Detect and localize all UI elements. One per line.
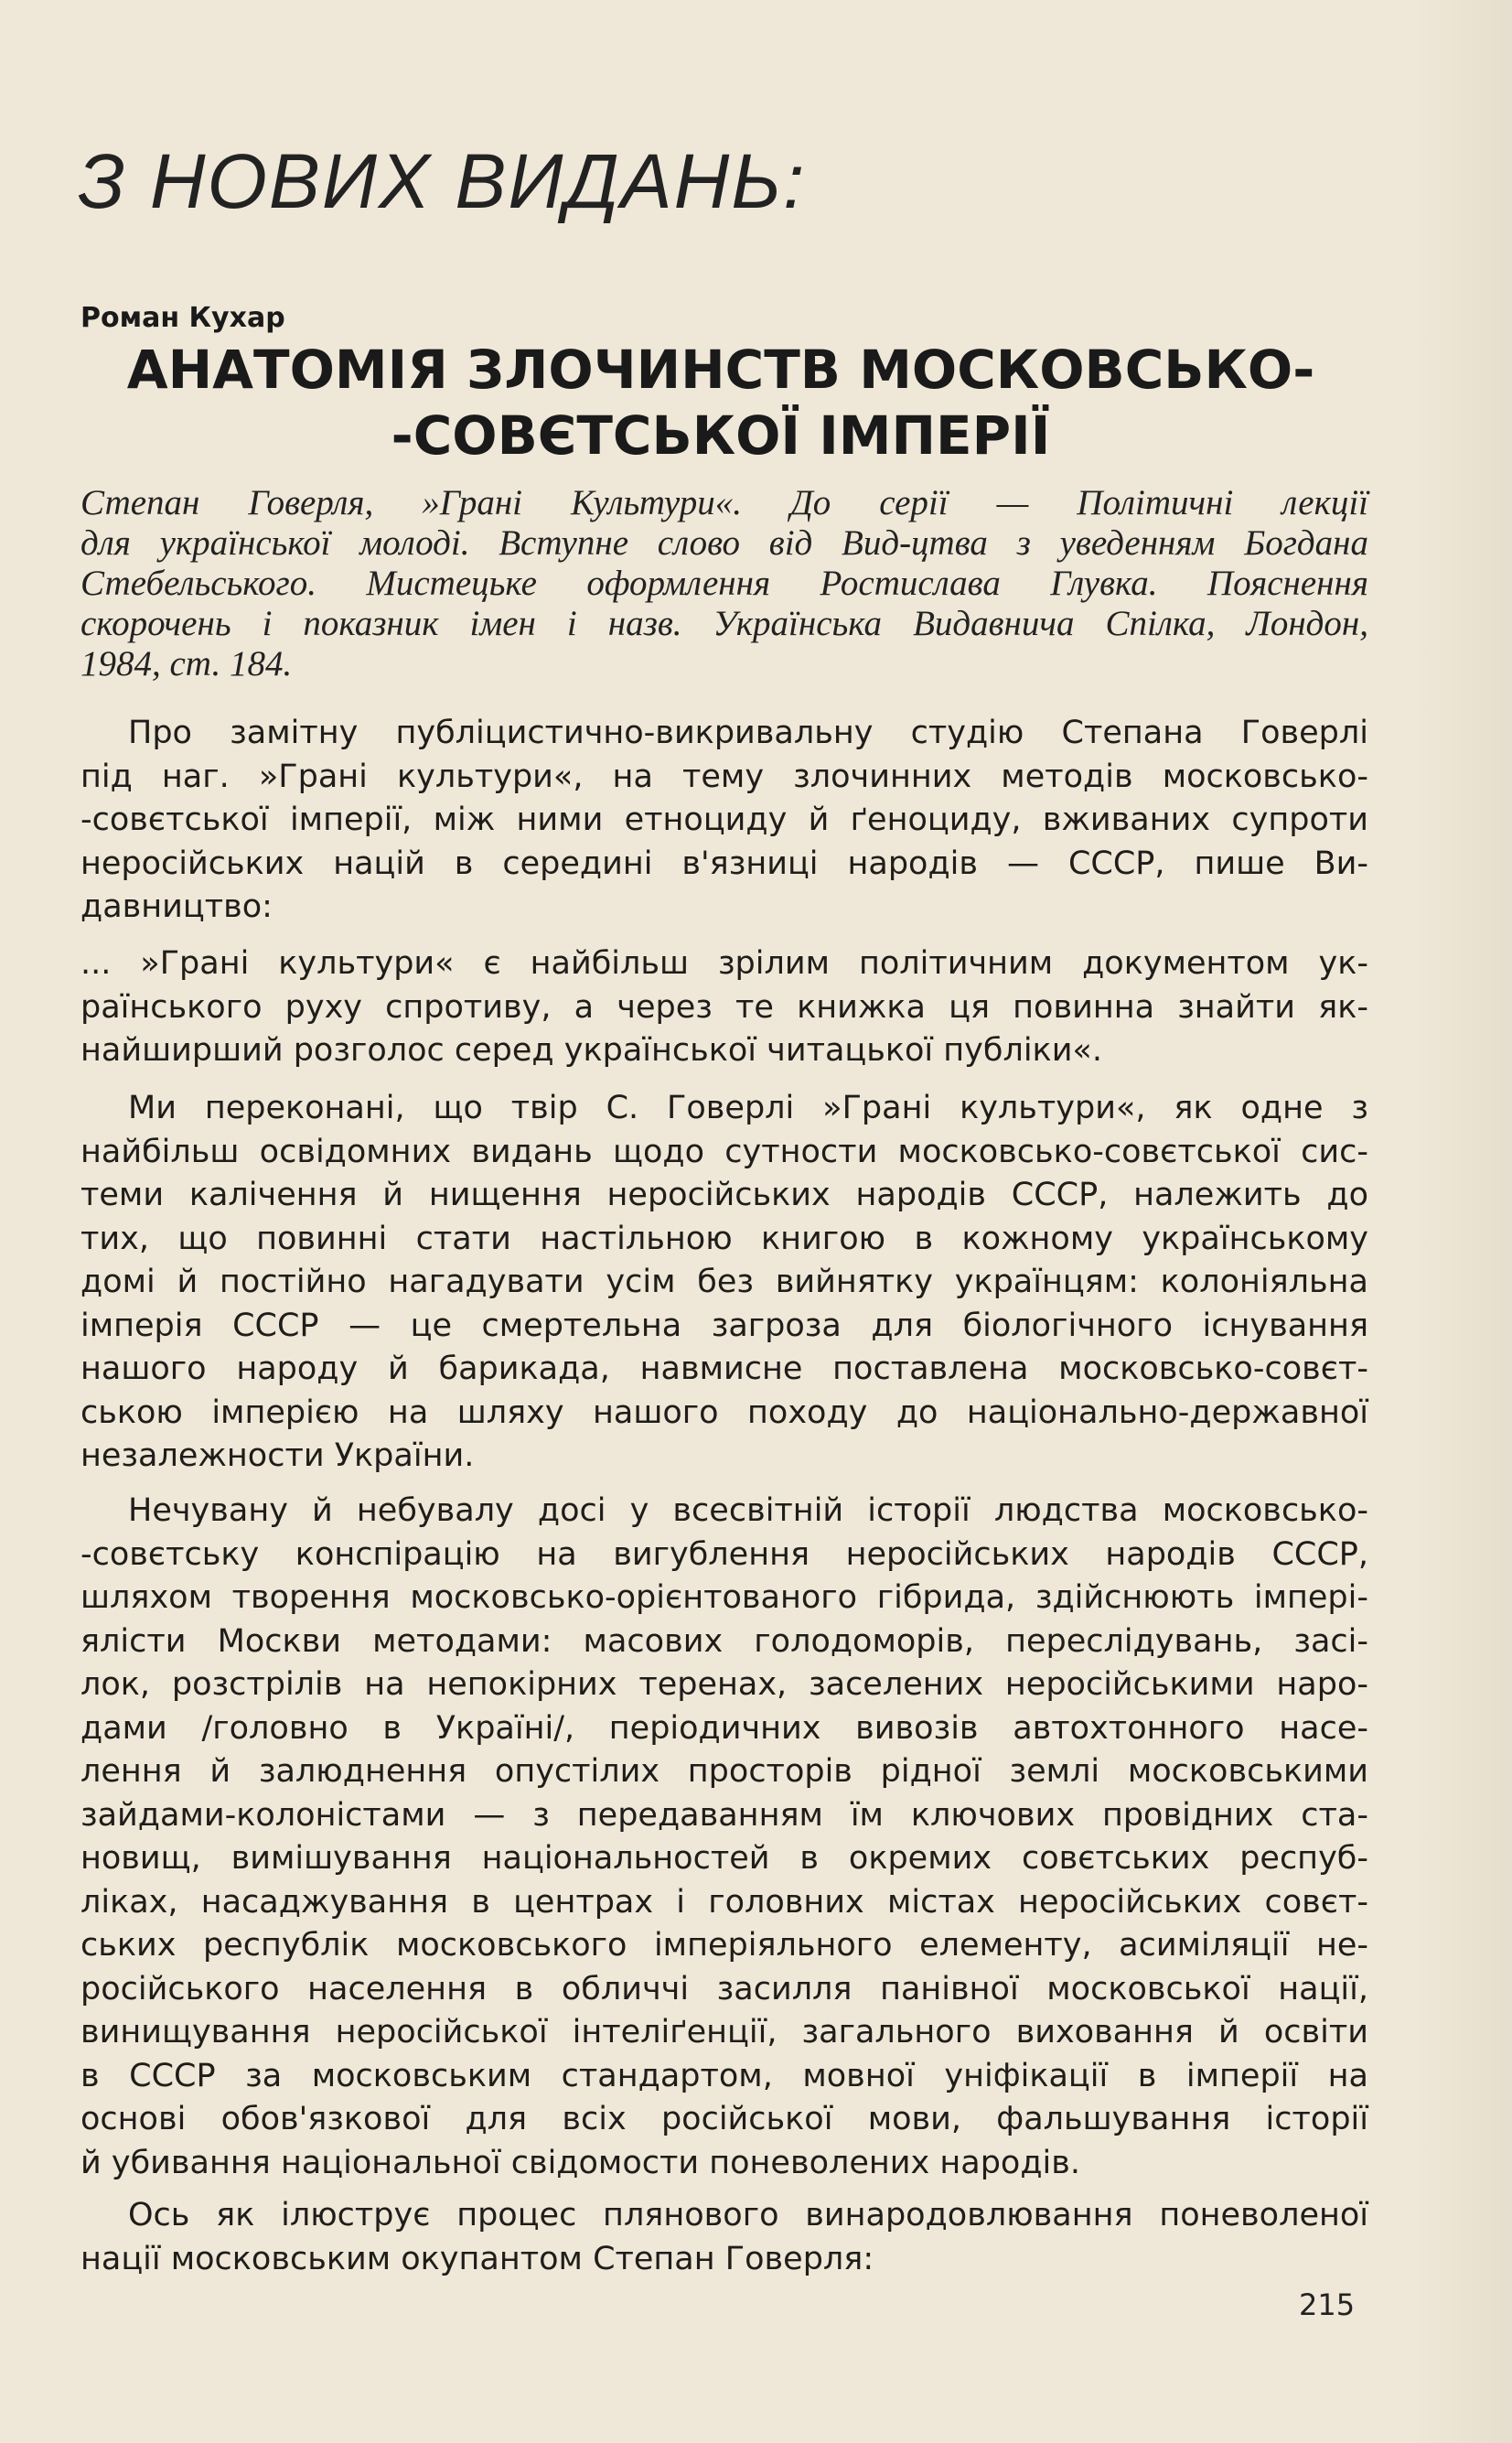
text-line: основі обов'язкової для всіх російської мови, фальшування історії — [80, 2101, 1368, 2137]
text-line: -совєтську конспірацію на вигублення неросійських народів СССР, — [80, 1535, 1368, 1573]
article-title — [80, 337, 1361, 468]
text-line: й убивання національної свідомости поневолених народів. — [80, 2144, 1080, 2181]
article-title-line: -СОВЄТСЬКОЇ ІМПЕРІЇ — [391, 404, 1051, 467]
text-line: домі й постійно нагадувати усім без вийнятку українцям: колоніяльна — [80, 1264, 1368, 1300]
text-line: нації московським окупантом Степан Говерля: — [80, 2240, 874, 2277]
paragraph-illustration — [80, 2194, 1368, 2281]
paragraph-quote — [80, 942, 1368, 1073]
text-line: зайдами-колоністами — з передаванням їм ключових провідних ста- — [80, 1796, 1368, 1834]
text-line: раїнського руху спротиву, а через те книжка ця повинна знайти як- — [80, 988, 1368, 1026]
text-line: давництво: — [80, 888, 273, 925]
text-line: ялісти Москви методами: масових голодоморів, переслідувань, засі- — [80, 1622, 1368, 1660]
text-line: найширший розголос серед української читацької публіки«. — [80, 1032, 1102, 1069]
text-line: в СССР за московським стандартом, мовної уніфікації в імперії на — [80, 2057, 1368, 2094]
text-line: ... »Грані культури« є найбільш зрілим політичним документом ук- — [80, 945, 1368, 982]
text-line: незалежности України. — [80, 1437, 475, 1474]
text-line: Про замітну публіцистично-викривальну студію Степана Говерлі — [128, 715, 1368, 751]
bibliography-line: для української молоді. Вступне слово від Вид-цтва з уведенням Богдана — [80, 523, 1368, 563]
text-line: -совєтської імперії, між ними етноциду й ґеноциду, вживаних супроти — [80, 802, 1368, 838]
article-title-line: АНАТОМІЯ ЗЛОЧИНСТВ МОСКОВСЬКО- — [126, 339, 1315, 401]
text-line: найбільш освідомних видань щодо сутности московсько-совєтської сис- — [80, 1133, 1368, 1170]
page-number: 215 — [1299, 2287, 1356, 2322]
text-line: новищ, вимішування національностей в окремих совєтських респуб- — [80, 1840, 1368, 1877]
paragraph-methods — [80, 1490, 1368, 2185]
text-line: неросійських націй в середині в'язниці народів — СССР, пише Ви- — [80, 845, 1368, 882]
text-line: під наг. »Грані культури«, на тему злочинних методів московсько- — [80, 758, 1368, 795]
text-line: Ось як ілюструє процес плянового винародовлювання поневоленої — [128, 2197, 1368, 2233]
paragraph-intro — [80, 712, 1368, 930]
text-line: ських республік московського імперіяльного елементу, асиміляції не- — [80, 1927, 1368, 1964]
text-line: ською імперією на шляху нашого походу до національно-державної — [80, 1394, 1368, 1431]
bibliography-line: Степан Говерля, »Грані Культури«. До серії — Політичні лекції — [80, 483, 1368, 522]
page-edge-shade — [1411, 0, 1512, 2443]
bibliography-line: Стебельського. Мистецьке оформлення Ростислава Глувка. Пояснення — [80, 564, 1368, 603]
text-line: тих, що повинні стати настільною книгою в кожному українському — [80, 1220, 1368, 1257]
text-line: теми калічення й нищення неросійських народів СССР, належить до — [80, 1177, 1368, 1213]
bibliography-line: скорочень і показник імен і назв. Українська Видавнича Спілка, Лондон, — [80, 604, 1368, 643]
text-line: Нечувану й небувалу досі у всесвітній історії людства московсько- — [128, 1492, 1368, 1529]
text-line: російського населення в обличчі засилля панівної московської нації, — [80, 1970, 1368, 2007]
bibliography-line: 1984, ст. 184. — [80, 644, 293, 683]
text-line: лок, розстрілів на непокірних теренах, заселених неросійськими наро- — [80, 1666, 1368, 1703]
text-line: винищування неросійської інтеліґенції, загального виховання й освіти — [80, 2014, 1368, 2050]
text-line: дами /головно в Україні/, періодичних вивозів автохтонного насе- — [80, 1709, 1368, 1747]
text-line: імперія СССР — це смертельна загроза для біологічного існування — [80, 1307, 1368, 1344]
text-line: ліках, насаджування в центрах і головних містах неросійських совєт- — [80, 1883, 1368, 1921]
article-author: Роман Кухар — [80, 302, 285, 334]
text-line: шляхом творення московсько-орієнтованого гібрида, здійснюють імпері- — [80, 1579, 1368, 1616]
text-line: Ми переконані, що твір С. Говерлі »Грані культури«, як одне з — [128, 1090, 1368, 1126]
text-line: лення й залюднення опустілих просторів рідної землі московськими — [80, 1753, 1368, 1790]
bibliographic-reference — [80, 483, 1368, 684]
paragraph-opinion — [80, 1087, 1368, 1479]
section-heading: З НОВИХ ВИДАНЬ: — [78, 138, 807, 224]
text-line: нашого народу й барикада, навмисне поставлена московсько-совєт- — [80, 1351, 1368, 1387]
